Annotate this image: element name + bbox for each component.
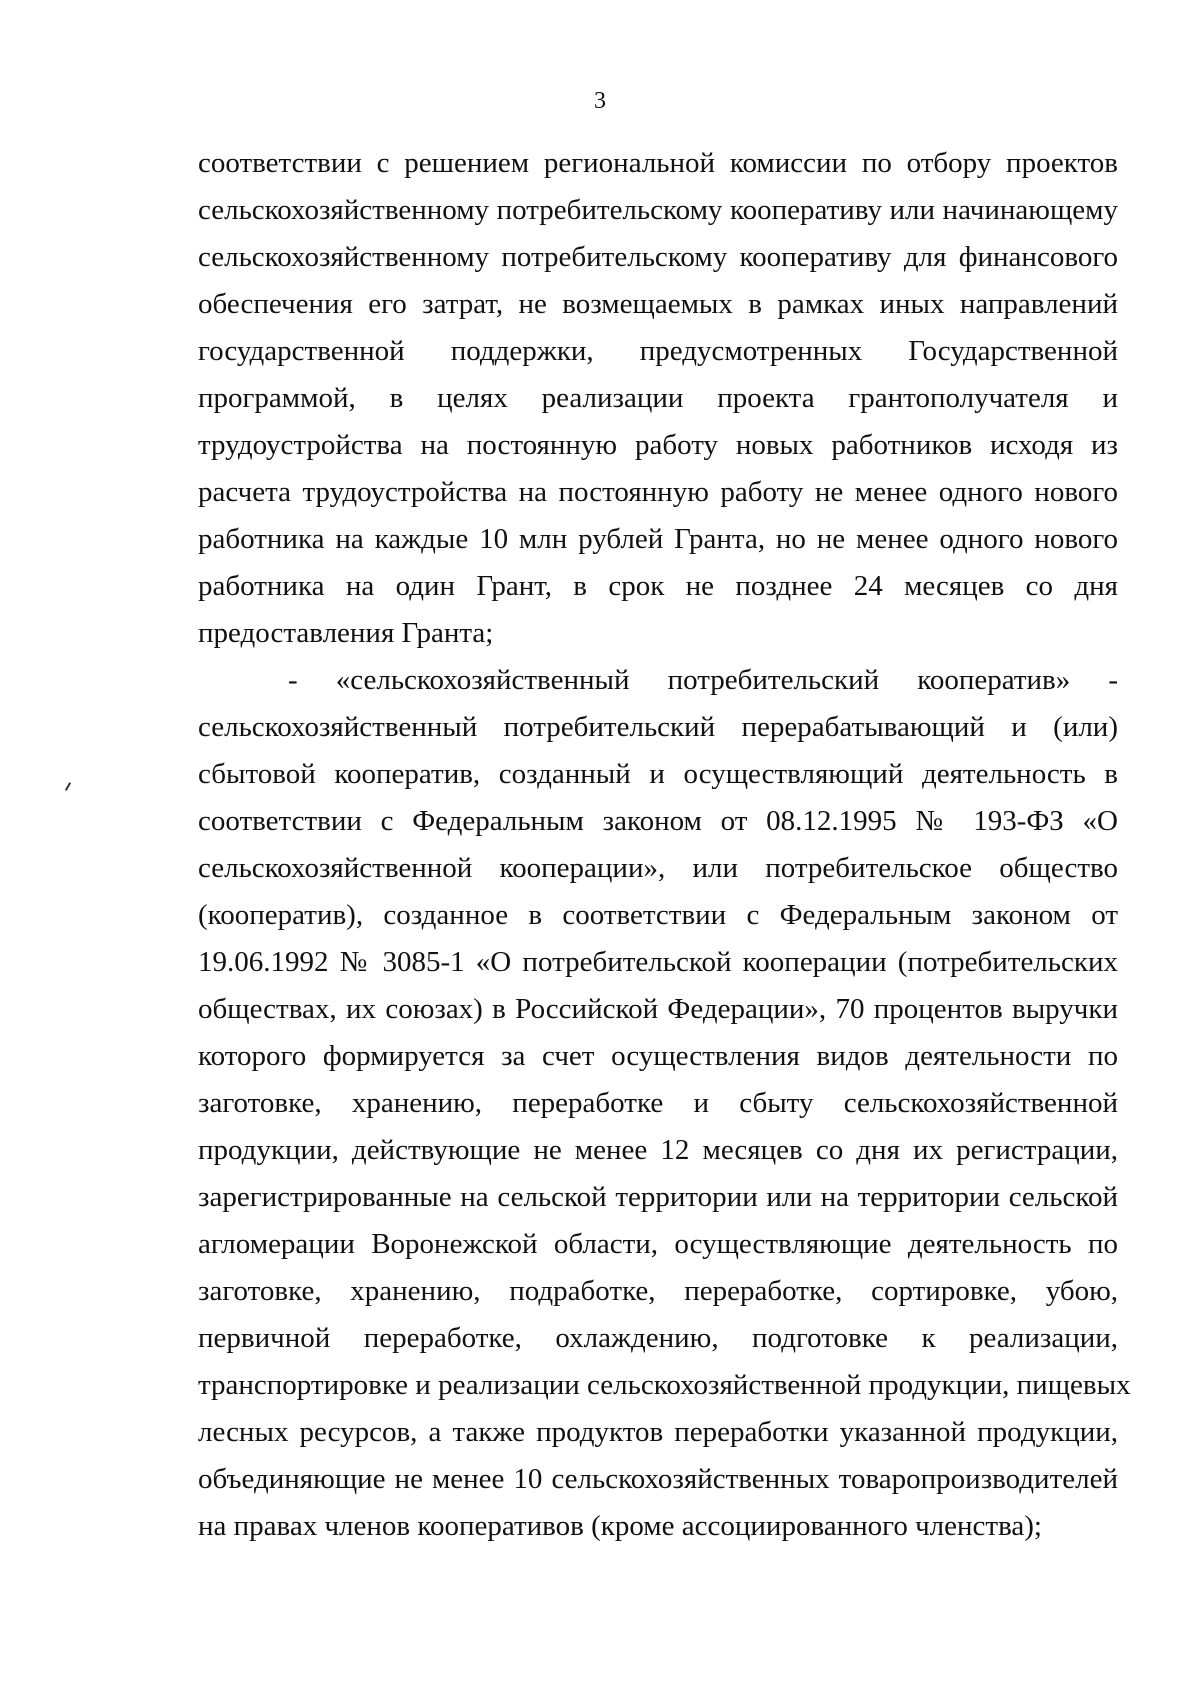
text-line: заготовке, хранению, подработке, переработке, сортировке, убою,	[198, 1275, 1118, 1307]
document-body	[198, 140, 1131, 1550]
text-line: - «сельскохозяйственный потребительский кооператив» -	[288, 664, 1118, 696]
paragraph-grant-definition-continuation	[198, 140, 1118, 657]
text-line: агломерации Воронежской области, осуществляющие деятельность по	[198, 1228, 1118, 1260]
text-line: предоставления Гранта;	[198, 617, 494, 649]
text-line: трудоустройства на постоянную работу новых работников исходя из	[198, 429, 1118, 461]
text-line: обществах, их союзах) в Российской Федерации», 70 процентов выручки	[198, 993, 1118, 1025]
text-line: на правах членов кооперативов (кроме ассоциированного членства);	[198, 1510, 1042, 1542]
text-line: объединяющие не менее 10 сельскохозяйственных товаропроизводителей	[198, 1463, 1118, 1495]
text-line: программой, в целях реализации проекта грантополучателя и	[198, 382, 1118, 414]
text-line: обеспечения его затрат, не возмещаемых в рамках иных направлений	[198, 288, 1118, 320]
text-line: сбытовой кооператив, созданный и осуществляющий деятельность в	[198, 758, 1118, 790]
text-line: сельскохозяйственный потребительский перерабатывающий и (или)	[198, 711, 1118, 743]
text-line: лесных ресурсов, а также продуктов переработки указанной продукции,	[198, 1416, 1118, 1448]
text-line: транспортировке и реализации сельскохозяйственной продукции, пищевых	[198, 1369, 1131, 1401]
text-line: 19.06.1992 № 3085-1 «О потребительской кооперации (потребительских	[198, 946, 1118, 978]
text-line: зарегистрированные на сельской территории или на территории сельской	[198, 1181, 1118, 1213]
page-number: 3	[594, 88, 606, 114]
text-line: работника на один Грант, в срок не позднее 24 месяцев со дня	[198, 570, 1118, 602]
text-line: расчета трудоустройства на постоянную работу не менее одного нового	[198, 476, 1118, 508]
text-line: государственной поддержки, предусмотренных Государственной	[198, 335, 1118, 367]
text-line: соответствии с Федеральным законом от 08.12.1995 № 193-ФЗ «О	[198, 805, 1118, 837]
scan-artifact-mark	[65, 782, 71, 791]
text-line: сельскохозяйственной кооперации», или потребительское общество	[198, 852, 1118, 884]
text-line: заготовке, хранению, переработке и сбыту сельскохозяйственной	[198, 1087, 1118, 1119]
text-line: первичной переработке, охлаждению, подготовке к реализации,	[198, 1322, 1118, 1354]
text-line: сельскохозяйственному потребительскому кооперативу или начинающему	[198, 194, 1118, 226]
text-line: сельскохозяйственному потребительскому кооперативу для финансового	[198, 241, 1118, 273]
text-line: продукции, действующие не менее 12 месяцев со дня их регистрации,	[198, 1134, 1118, 1166]
text-line: соответствии с решением региональной комиссии по отбору проектов	[198, 147, 1118, 179]
paragraph-cooperative-definition	[198, 657, 1131, 1550]
text-line: (кооператив), созданное в соответствии с Федеральным законом от	[198, 899, 1118, 931]
text-line: работника на каждые 10 млн рублей Гранта, но не менее одного нового	[198, 523, 1118, 555]
text-line: которого формируется за счет осуществления видов деятельности по	[198, 1040, 1118, 1072]
